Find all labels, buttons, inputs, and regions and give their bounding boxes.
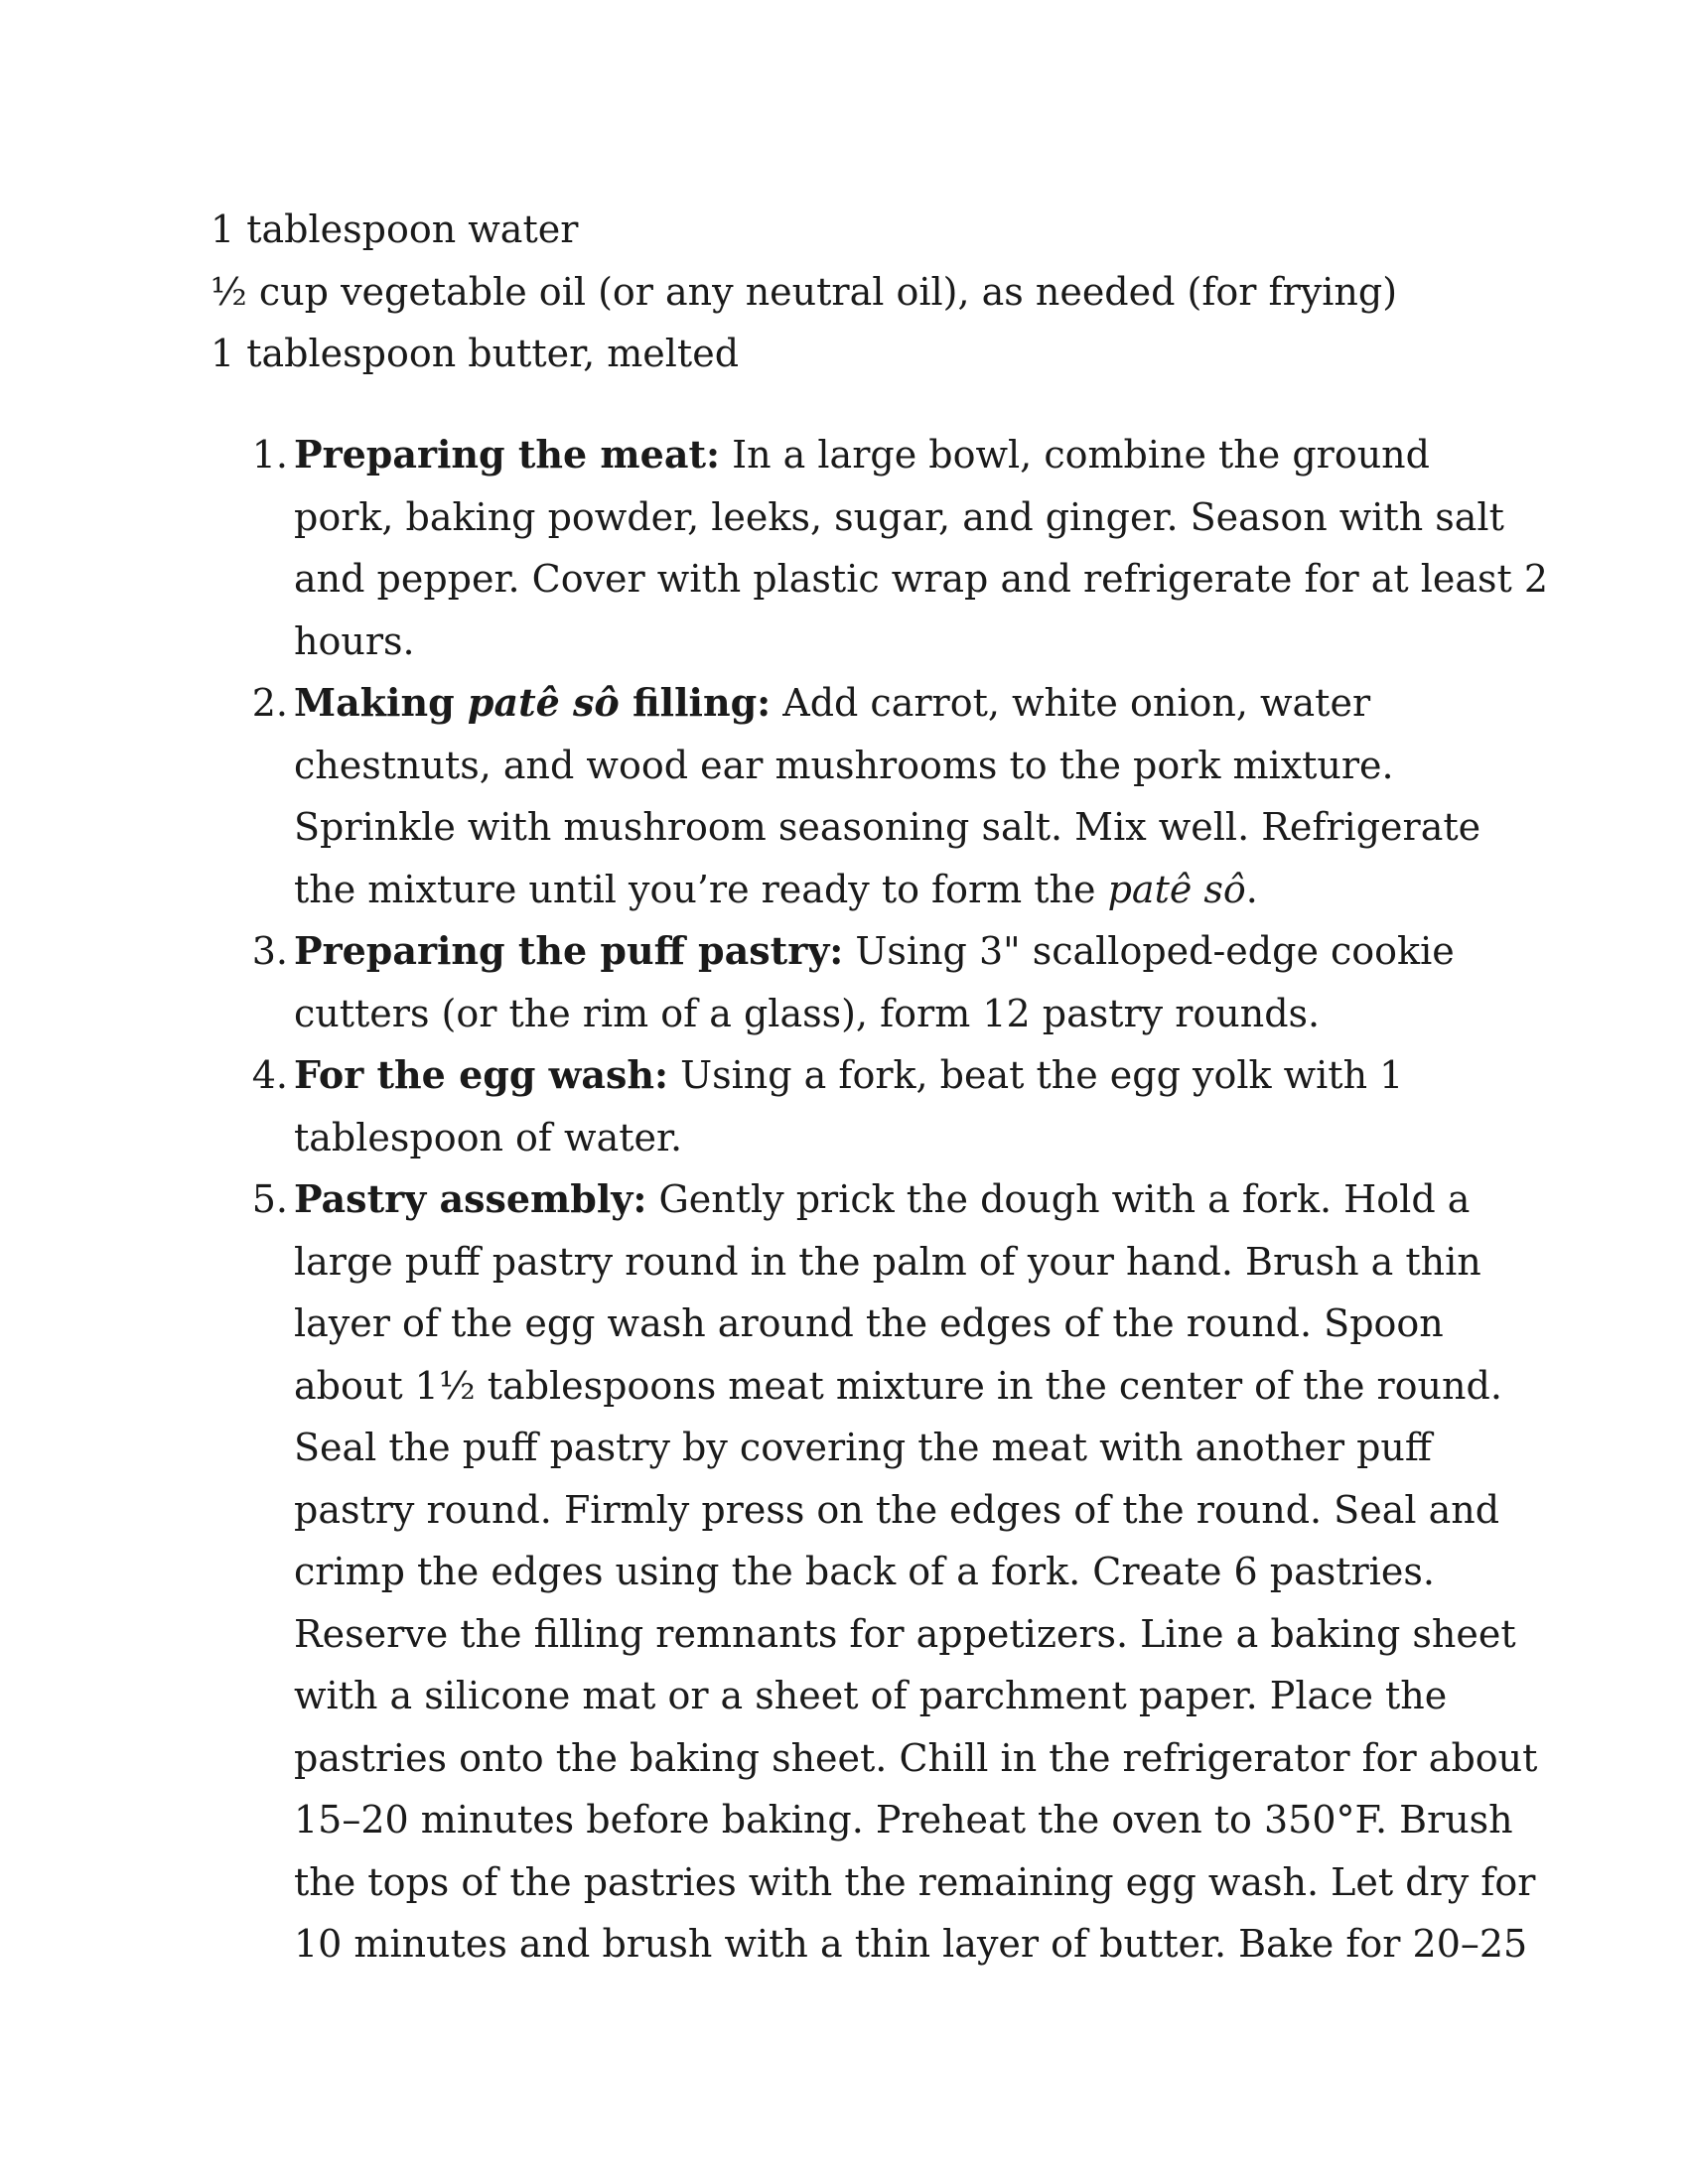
step-text — [294, 424, 1549, 672]
step-line-text: Gently prick the dough with a fork. Hold a — [646, 1177, 1471, 1221]
step-number: 2. — [251, 681, 288, 725]
step-line: hours. — [294, 618, 415, 663]
ingredient-item: ½ cup vegetable oil (or any neutral oil), as needed (for frying) — [211, 269, 1398, 314]
dish-name-italic: patê sô — [467, 680, 620, 725]
step-line — [294, 1044, 1501, 1107]
step-2 — [211, 672, 1501, 920]
ingredient-list — [211, 199, 1501, 385]
step-line: layer of the egg wash around the edges of the round. Spoon — [294, 1301, 1444, 1345]
step-number: 5. — [251, 1177, 288, 1221]
step-line: cutters (or the rim of a glass), form 12 pastry rounds. — [294, 991, 1321, 1035]
step-5 — [211, 1168, 1538, 1976]
step-line — [294, 1168, 1501, 1231]
step-title-post: filling: — [619, 680, 772, 725]
step-3 — [211, 920, 1501, 1044]
step-line: 15–20 minutes before baking. Preheat the oven to 350°F. Brush — [294, 1798, 1513, 1842]
step-line: crimp the edges using the back of a fork. Create 6 pastries. — [294, 1550, 1435, 1593]
dish-name-italic: patê sô — [1107, 867, 1246, 911]
step-line — [294, 920, 1501, 983]
step-title — [294, 680, 771, 725]
step-title: Pastry assembly: — [294, 1176, 647, 1221]
step-line: chestnuts, and wood ear mushrooms to the pork mixture. — [294, 743, 1394, 787]
step-line-text: In a large bowl, combine the ground — [720, 433, 1430, 477]
step-title: Preparing the puff pastry: — [294, 928, 844, 973]
step-line-text: Using 3" scalloped-edge cookie — [843, 929, 1455, 973]
step-title-pre: Making — [294, 680, 468, 725]
step-line — [294, 859, 1501, 921]
step-4 — [211, 1044, 1501, 1168]
step-line-text: the mixture until you’re ready to form the — [294, 867, 1108, 911]
step-line: Seal the puff pastry by covering the meat with another puff — [294, 1426, 1432, 1469]
step-line: the tops of the pastries with the remaining egg wash. Let dry for — [294, 1859, 1536, 1904]
step-line — [294, 424, 1501, 486]
step-line: pork, baking powder, leeks, sugar, and ginger. Season with salt — [294, 494, 1504, 539]
step-line: 10 minutes and brush with a thin layer of butter. Bake for 20–25 — [294, 1922, 1528, 1966]
step-line: Sprinkle with mushroom seasoning salt. Mix well. Refrigerate — [294, 805, 1481, 849]
step-line-text: Add carrot, white onion, water — [771, 681, 1371, 725]
step-line-text: . — [1245, 867, 1258, 911]
step-1 — [211, 424, 1549, 672]
step-line: large puff pastry round in the palm of your hand. Brush a thin — [294, 1239, 1481, 1284]
ingredient-item: 1 tablespoon butter, melted — [211, 332, 740, 375]
step-line — [294, 672, 1501, 735]
step-line: pastries onto the baking sheet. Chill in the refrigerator for about — [294, 1735, 1538, 1780]
step-title: For the egg wash: — [294, 1052, 669, 1097]
step-title: Preparing the meat: — [294, 432, 721, 477]
step-line: Reserve the filling remnants for appetizers. Line a baking sheet — [294, 1611, 1516, 1656]
step-text — [294, 672, 1501, 920]
step-line: about 1½ tablespoons meat mixture in the center of the round. — [294, 1363, 1502, 1408]
step-text — [294, 1044, 1501, 1168]
step-text — [294, 1168, 1538, 1976]
step-number: 4. — [251, 1053, 288, 1097]
step-line-text: Using a fork, beat the egg yolk with 1 — [668, 1053, 1404, 1097]
instruction-steps — [211, 424, 1549, 1976]
ingredient-item: 1 tablespoon water — [211, 207, 579, 251]
step-number: 1. — [251, 433, 288, 477]
step-line: pastry round. Firmly press on the edges of the round. Seal and — [294, 1487, 1500, 1532]
step-line: and pepper. Cover with plastic wrap and refrigerate for at least 2 — [294, 557, 1549, 601]
step-text — [294, 920, 1501, 1044]
step-line: with a silicone mat or a sheet of parchment paper. Place the — [294, 1674, 1448, 1717]
step-number: 3. — [251, 929, 288, 973]
step-line: tablespoon of water. — [294, 1115, 683, 1160]
